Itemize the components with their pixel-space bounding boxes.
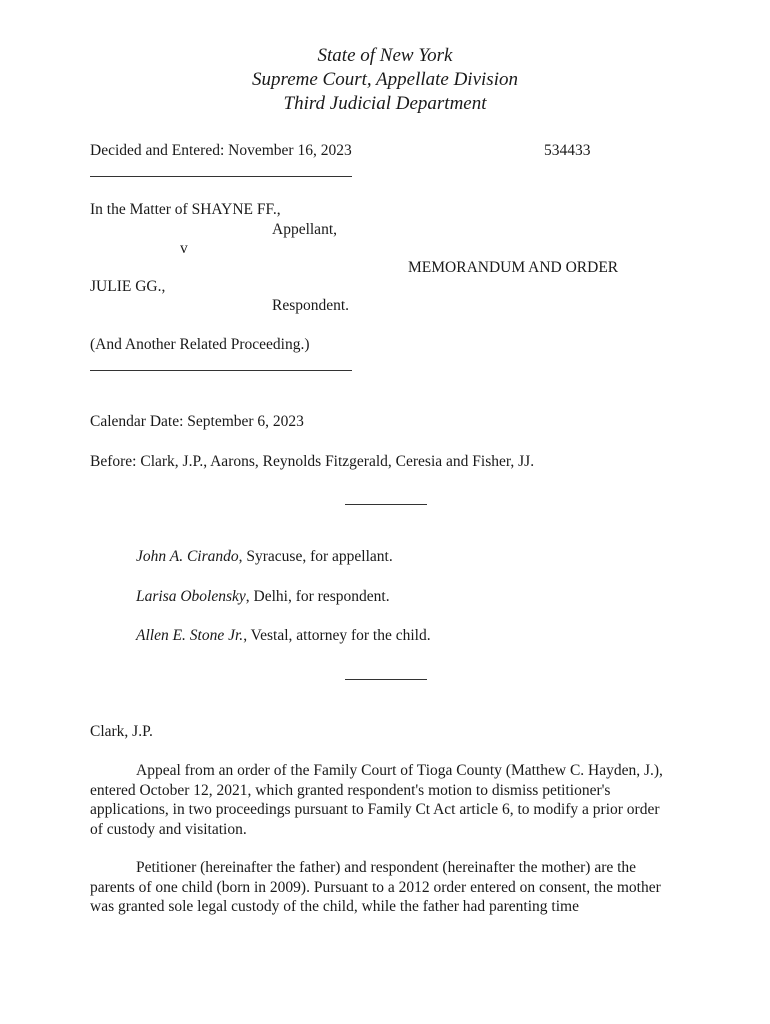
section-divider-1: [345, 504, 427, 505]
counsel-detail: , Syracuse, for appellant.: [238, 548, 393, 565]
caption-respondent-name: JULIE GG.,: [90, 278, 166, 295]
court-name-line-2: Supreme Court, Appellate Division: [252, 69, 518, 90]
section-divider-2: [345, 679, 427, 680]
memorandum-and-order-title: MEMORANDUM AND ORDER: [408, 259, 619, 276]
paragraph-text: Appeal from an order of the Family Court of Tioga County (Matthew C. Hayden, J.), entered October 12, 2021, which granted respondent's motion to dismiss petitioner's applications, in two proceedings pursuant to Family Ct Act article 6, to modify a prior order of custody and visitation.: [90, 762, 663, 838]
court-name-line-3: Third Judicial Department: [283, 93, 487, 114]
opinion-paragraph-2: [90, 858, 670, 917]
before-panel: Before: Clark, J.P., Aarons, Reynolds Fitzgerald, Ceresia and Fisher, JJ.: [90, 453, 535, 470]
caption-respondent-role: Respondent.: [272, 297, 350, 314]
opinion-author: Clark, J.P.: [90, 723, 153, 740]
court-name-line-1: State of New York: [317, 45, 453, 66]
caption-matter: In the Matter of SHAYNE FF.,: [90, 201, 281, 218]
related-proceeding-note: (And Another Related Proceeding.): [90, 336, 310, 353]
paragraph-text: Petitioner (hereinafter the father) and respondent (hereinafter the mother) are the parents of one child (born in 2009). Pursuant to a 2012 order entered on consent, the mother was granted sole legal custody of the child, while the father had parenting time: [90, 859, 661, 915]
calendar-date: Calendar Date: September 6, 2023: [90, 413, 304, 430]
counsel-name: John A. Cirando: [136, 548, 239, 565]
docket-number: 534433: [544, 142, 591, 159]
counsel-line-respondent: [136, 587, 390, 606]
opinion-paragraph-1: [90, 761, 670, 839]
counsel-name: Allen E. Stone Jr.: [136, 627, 244, 644]
caption-top-rule: [90, 176, 352, 177]
counsel-line-appellant: [136, 547, 393, 566]
counsel-detail: , Delhi, for respondent.: [245, 588, 390, 605]
counsel-detail: , Vestal, attorney for the child.: [243, 627, 431, 644]
caption-bottom-rule: [90, 370, 352, 371]
counsel-line-child: [136, 626, 431, 645]
caption-versus: v: [180, 240, 188, 257]
counsel-name: Larisa Obolensky: [136, 588, 246, 605]
decided-and-entered: Decided and Entered: November 16, 2023: [90, 142, 352, 159]
caption-appellant-role: Appellant,: [272, 221, 337, 238]
